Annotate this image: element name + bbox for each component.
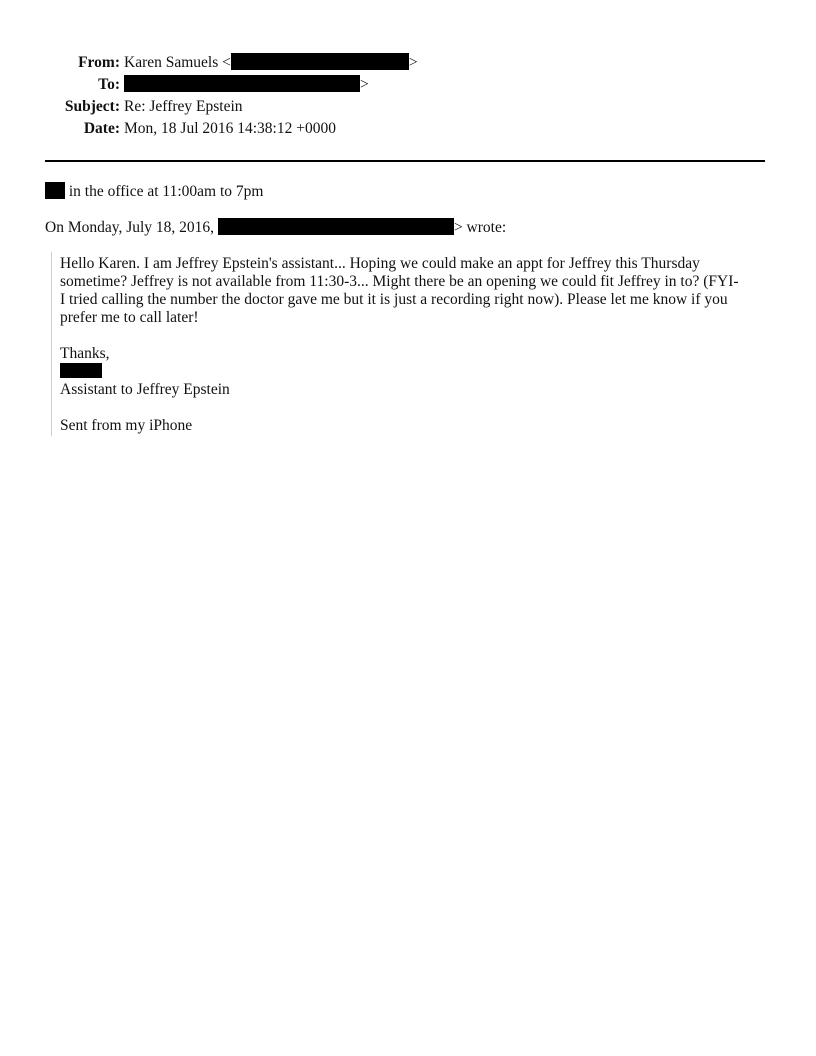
subject-row xyxy=(0,96,816,118)
quoted-line-1: Hello Karen. I am Jeffrey Epstein's assistant... Hoping we could make an appt for Jeffrey this Thursday xyxy=(60,255,700,272)
subject-label: Subject: xyxy=(64,98,120,115)
reply-line xyxy=(45,182,263,202)
quoted-line-4: prefer me to call later! xyxy=(60,309,199,326)
from-row xyxy=(0,52,816,74)
from-close: > xyxy=(408,54,418,71)
header-divider xyxy=(45,160,765,162)
quoted-signature-name xyxy=(60,363,102,381)
date-label: Date: xyxy=(83,120,120,137)
redaction-from-email xyxy=(231,53,409,70)
subject-value: Re: Jeffrey Epstein xyxy=(124,98,243,115)
to-close: > xyxy=(360,76,369,93)
attribution-prefix: On Monday, July 18, 2016, xyxy=(45,219,215,236)
date-row xyxy=(0,118,816,140)
date-value: Mon, 18 Jul 2016 14:38:12 +0000 xyxy=(124,120,336,137)
attribution-suffix: > wrote: xyxy=(453,219,507,236)
redaction-to-email xyxy=(124,75,360,92)
redaction-signature-name xyxy=(60,363,102,378)
redaction-reply-name xyxy=(45,182,65,199)
from-name: Karen Samuels < xyxy=(124,54,231,71)
quoted-sent-from: Sent from my iPhone xyxy=(60,417,193,434)
quoted-thanks: Thanks, xyxy=(60,345,110,362)
from-value xyxy=(124,52,418,74)
redaction-attribution-sender xyxy=(218,218,454,235)
from-label: From: xyxy=(78,54,120,71)
to-label: To: xyxy=(98,76,120,93)
email-header xyxy=(0,52,816,140)
quoted-signature-title: Assistant to Jeffrey Epstein xyxy=(60,381,230,398)
reply-text: in the office at 11:00am to 7pm xyxy=(68,183,264,200)
attribution-line xyxy=(45,218,506,238)
quoted-line-2: sometime? Jeffrey is not available from 11:30-3... Might there be an opening we could fit Jeffrey in to? (FYI- xyxy=(60,273,739,290)
to-value xyxy=(124,74,369,96)
quoted-message xyxy=(51,252,772,436)
quoted-line-3: I tried calling the number the doctor gave me but it is just a recording right now). Please let me know if you xyxy=(60,291,728,308)
to-row xyxy=(0,74,816,96)
